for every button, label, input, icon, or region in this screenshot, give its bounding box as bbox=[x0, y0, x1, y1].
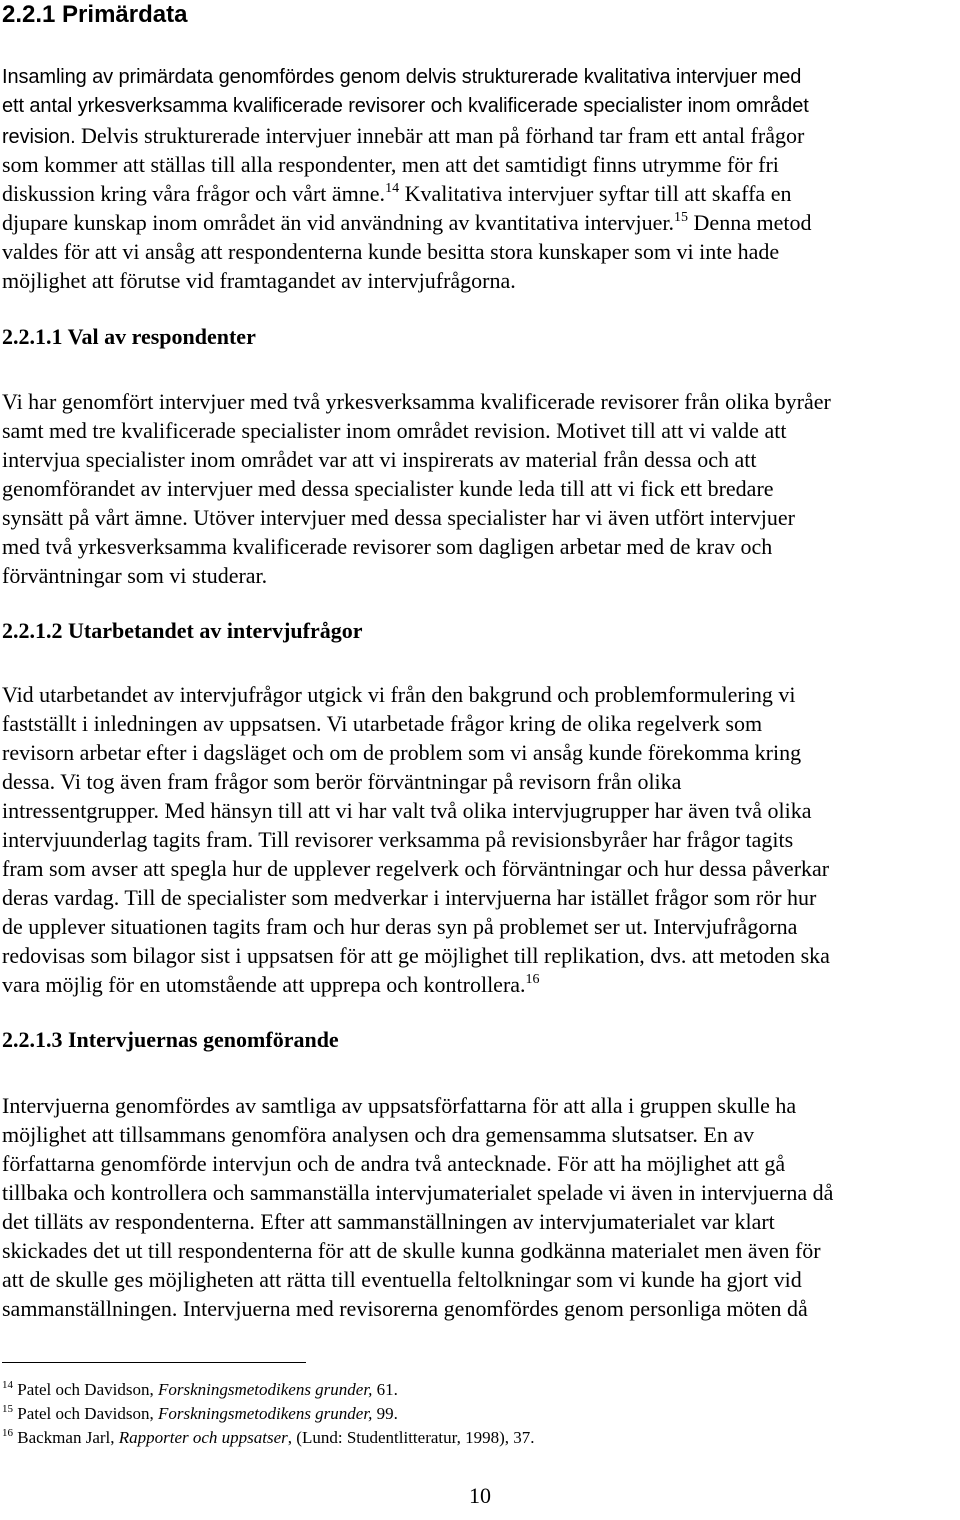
footnote-title: Rapporter och uppsatser bbox=[118, 1428, 288, 1447]
intro-line: ett antal yrkesverksamma kvalificerade revisorer och kvalificerade specialister inom området bbox=[2, 95, 809, 117]
intro-text: Kvalitativa intervjuer syftar till att skaffa en bbox=[399, 181, 792, 206]
footnote-page: , (Lund: Studentlitteratur, 1998), 37. bbox=[287, 1428, 535, 1447]
intro-text: Denna metod bbox=[688, 210, 812, 235]
subsection-title: 2.2.1.3 Intervjuernas genomförande bbox=[2, 1027, 339, 1052]
footnotes bbox=[2, 1378, 535, 1450]
intro-line: valdes för att vi ansåg att respondenterna kunde besitta stora kunskaper som vi inte hade bbox=[2, 239, 780, 264]
paragraph-line: fram som avser att spegla hur de upplever regelverk och förväntningar och hur dessa påverkar bbox=[2, 856, 830, 881]
footnote-page: 61. bbox=[372, 1380, 398, 1399]
footnote-number: 14 bbox=[2, 1379, 13, 1391]
paragraph-line: intressentgrupper. Med hänsyn till att vi har valt två olika intervjugrupper har även två olika bbox=[2, 798, 812, 823]
page-number: 10 bbox=[469, 1483, 491, 1508]
footnote-ref-14[interactable]: 14 bbox=[385, 181, 400, 196]
intro-text: Delvis strukturerade intervjuer innebär att man på förhand tar fram ett antal frågor bbox=[81, 123, 805, 148]
intro-line: möjlighet att förutse vid framtagandet av intervjufrågorna. bbox=[2, 268, 516, 293]
intro-line: Insamling av primärdata genomfördes genom delvis strukturerade kvalitativa intervjuer med bbox=[2, 66, 802, 88]
paragraph-line: skickades det ut till respondenterna för att de skulle kunna godkänna materialet men även för bbox=[2, 1238, 821, 1263]
paragraph-line: synsätt på vårt ämne. Utöver intervjuer med dessa specialister har vi även utfört intervjuer bbox=[2, 505, 795, 530]
paragraph-line: Vid utarbetandet av intervjufrågor utgick vi från den bakgrund och problemformulering vi bbox=[2, 682, 796, 707]
paragraph-line: dessa. Vi tog även fram frågor som berör förväntningar på revisorn från olika bbox=[2, 769, 682, 794]
paragraph-line: möjlighet att tillsammans genomföra analysen och dra gemensamma slutsatser. En av bbox=[2, 1122, 755, 1147]
intro-text: diskussion kring våra frågor och vårt ämne. bbox=[2, 181, 386, 206]
paragraph-line: redovisas som bilagor sist i uppsatsen för att ge möjlighet till replikation, dvs. att metoden ska bbox=[2, 943, 830, 968]
conduct-paragraph bbox=[2, 1091, 833, 1323]
footnote-14 bbox=[2, 1378, 535, 1402]
footnote-number: 15 bbox=[2, 1403, 13, 1415]
paragraph-line: intervjuunderlag tagits fram. Till revisorer verksamma på revisionsbyråer har frågor tagits bbox=[2, 827, 794, 852]
footnote-15 bbox=[2, 1402, 535, 1426]
paragraph-line: deras vardag. Till de specialister som medverkar i intervjuerna har istället frågor som rör hur bbox=[2, 885, 817, 910]
questions-paragraph bbox=[2, 680, 830, 999]
intro-line bbox=[2, 121, 811, 150]
intro-line bbox=[2, 208, 811, 237]
intro-paragraph bbox=[2, 63, 811, 295]
paragraph-line: Intervjuerna genomfördes av samtliga av uppsatsförfattarna för att alla i gruppen skulle ha bbox=[2, 1093, 797, 1118]
paragraph-line: författarna genomförde intervjun och de andra två antecknade. För att ha möjlighet att gå bbox=[2, 1151, 786, 1176]
paragraph-line: att de skulle ges möjligheten att rätta till eventuella feltolkningar som vi kunde ha gjort vid bbox=[2, 1267, 802, 1292]
paragraph-line: förväntningar som vi studerar. bbox=[2, 563, 268, 588]
subsection-title: 2.2.1.1 Val av respondenter bbox=[2, 324, 256, 349]
paragraph-text: vara möjlig för en utomstående att upprepa och kontrollera. bbox=[2, 972, 526, 997]
paragraph-line: med två yrkesverksamma kvalificerade revisorer som dagligen arbetar med de krav och bbox=[2, 534, 773, 559]
subsection-title: 2.2.1.2 Utarbetandet av intervjufrågor bbox=[2, 618, 363, 643]
footnote-ref-15[interactable]: 15 bbox=[674, 210, 689, 225]
paragraph-line: revisorn arbetar efter i dagsläget och om de problem som vi ansåg kunde förekomma kring bbox=[2, 740, 802, 765]
paragraph-line: sammanställningen. Intervjuerna med revisorerna genomfördes genom personliga möten då bbox=[2, 1296, 808, 1321]
intro-text: revision. bbox=[2, 126, 82, 148]
footnote-title: Forskningsmetodikens grunder, bbox=[157, 1380, 373, 1399]
paragraph-line: samt med tre kvalificerade specialister inom området revision. Motivet till att vi valde att bbox=[2, 418, 787, 443]
footnote-author: Patel och Davidson, bbox=[13, 1380, 158, 1399]
footnote-16 bbox=[2, 1426, 535, 1450]
paragraph-line: genomförandet av intervjuer med dessa specialister kunde leda till att vi fick ett bredare bbox=[2, 476, 774, 501]
section-title: 2.2.1 Primärdata bbox=[2, 1, 188, 28]
footnote-author: Patel och Davidson, bbox=[13, 1404, 158, 1423]
paragraph-line: Vi har genomfört intervjuer med två yrkesverksamma kvalificerade revisorer från olika byråer bbox=[2, 389, 831, 414]
paragraph-line: de upplever situationen tagits fram och hur deras syn på problemet ser ut. Intervjufrågorna bbox=[2, 914, 798, 939]
footnote-title: Forskningsmetodikens grunder, bbox=[157, 1404, 373, 1423]
footnote-page: 99. bbox=[372, 1404, 398, 1423]
footnote-number: 16 bbox=[2, 1427, 13, 1439]
respondents-paragraph bbox=[2, 387, 831, 590]
footnote-author: Backman Jarl, bbox=[13, 1428, 119, 1447]
intro-line: som kommer att ställas till alla respondenter, men att det samtidigt finns utrymme för fri bbox=[2, 152, 779, 177]
intro-text: djupare kunskap inom området än vid användning av kvantitativa intervjuer. bbox=[2, 210, 675, 235]
paragraph-line: tillbaka och kontrollera och sammanställa intervjumaterialet spelade vi även in intervjuerna då bbox=[2, 1180, 834, 1205]
paragraph-line: det tilläts av respondenterna. Efter att sammanställningen av intervjumaterialet var klart bbox=[2, 1209, 775, 1234]
intro-line bbox=[2, 179, 811, 208]
paragraph-line bbox=[2, 970, 830, 999]
footnote-divider bbox=[2, 1362, 306, 1363]
paragraph-line: fastställt i inledningen av uppsatsen. Vi utarbetade frågor kring de olika regelverk som bbox=[2, 711, 763, 736]
paragraph-line: intervjua specialister inom området var att vi inspirerats av material från dessa och att bbox=[2, 447, 757, 472]
footnote-ref-16[interactable]: 16 bbox=[525, 972, 540, 987]
